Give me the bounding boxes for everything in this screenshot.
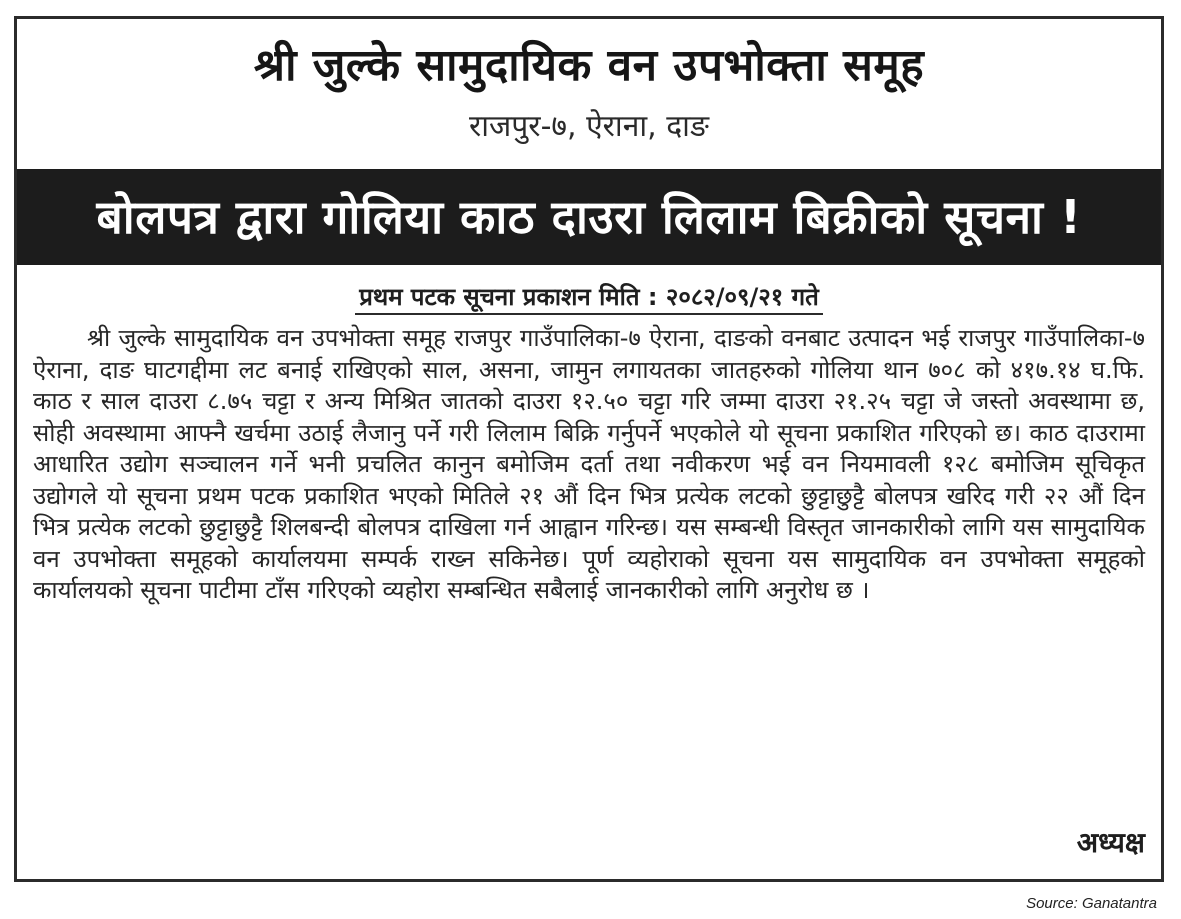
notice-body: श्री जुल्के सामुदायिक वन उपभोक्ता समूह राजपुर गाउँपालिका-७ ऐराना, दाङको वनबाट उत्पादन भई राजपुर गाउँपालिका-७ ऐराना, दाङ घाटगद्दीमा लट बनाई राखिएको साल, असना, जामुन लगायतका जातहरुको गोलिया थान ७०८ को ४१७.१४ घ.फि. काठ र साल दाउरा ८.७५ चट्टा र अन्य मिश्रित जातको दाउरा १२.५० चट्टा गरि जम्मा दाउरा २१.२५ चट्टा जे जस्तो अवस्थामा छ, सोही अवस्थामा आफ्नै खर्चमा उठाई लैजानु पर्ने गरी लिलाम बिक्रि गर्नुपर्ने भएकोले यो सूचना प्रकाशित गरिएको छ। काठ दाउरामा आधारित उद्योग सञ्चालन गर्ने भनी प्रचलित कानुन बमोजिम दर्ता तथा नवीकरण भई वन नियमावली १२८ बमोजिम सूचिकृत उद्योगले यो सूचना प्रथम पटक प्रकाशित भएको मितिले २१ औं दिन भित्र प्रत्येक लटको छुट्टाछुट्टै बोलपत्र खरिद गरी २२ औं दिन भित्र प्रत्येक लटको छुट्टाछुट्टै शिलबन्दी बोलपत्र दाखिला गर्न आह्वान गरिन्छ। यस सम्बन्धी विस्तृत जानकारीको लागि यस सामुदायिक वन उपभोक्ता समूहको कार्यालयमा सम्पर्क राख्न सकिनेछ। पूर्ण व्यहोराको सूचना यस सामुदायिक वन उपभोक्ता समूहको कार्यालयको सूचना पाटीमा टाँस गरिएको व्यहोरा सम्बन्धित सबैलाई जानकारीको लागि अनुरोध छ । [33,324,1145,604]
headline-banner [17,169,1161,265]
headline-text: बोलपत्र द्वारा गोलिया काठ दाउरा लिलाम बिक्रीको सूचना ! [96,190,1082,244]
signature-title: अध्यक्ष [1076,826,1145,859]
source-credit: Source: Ganatantra [1026,895,1157,912]
organization-name: श्री जुल्के सामुदायिक वन उपभोक्ता समूह [253,40,925,91]
publish-date-line [17,281,1161,315]
publish-date-text: प्रथम पटक सूचना प्रकाशन मिति : २०८२/०९/२१ गते [355,281,823,315]
notice-box [14,16,1164,882]
organization-address: राजपुर-७, ऐराना, दाङ [468,109,710,144]
